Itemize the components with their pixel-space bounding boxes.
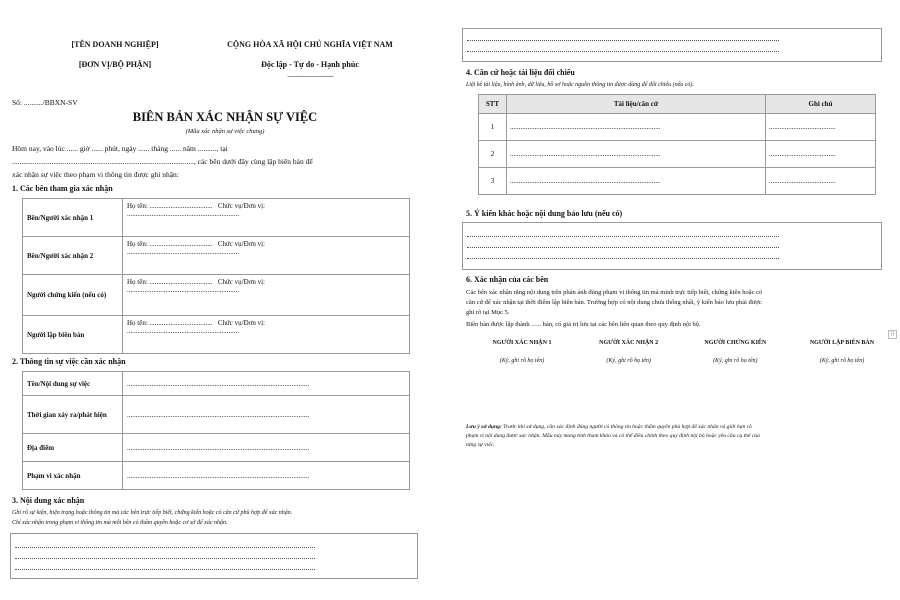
party-label: Người chứng kiến (nếu có)	[23, 275, 123, 316]
signer-title: NGƯỜI LẬP BIÊN BẢN	[809, 340, 875, 346]
col-header-note: Ghi chú	[766, 95, 876, 114]
confirmation-content-box[interactable]	[10, 533, 418, 579]
section-6-paragraph-3: ghi rõ tại Mục 5.	[466, 309, 510, 316]
reference-note-field[interactable]: ......................................	[766, 114, 876, 141]
signer-title: NGƯỜI XÁC NHẬN 1	[492, 340, 552, 346]
usage-note-line-1: Trước khi sử dụng, cần xác định đúng người có thông tin hoặc thẩm quyền phù hợp để xác nhận và giới hạn rõ	[501, 424, 752, 430]
party-name-field[interactable]: Họ tên: ....................................	[127, 202, 213, 210]
company-name: [TÊN DOANH NGHIỆP]	[71, 40, 159, 49]
signature-block	[579, 340, 679, 364]
reservation-opinion-box[interactable]	[462, 222, 882, 270]
signer-hint: (Ký, ghi rõ họ tên)	[499, 358, 545, 364]
info-value-field[interactable]: ........................................................................................................	[123, 462, 410, 490]
intro-line-1: Hôm nay, vào lúc ...... giờ ...... phút, ngày ...... tháng ...... năm .........., tại	[12, 144, 228, 153]
section-3-note-2: Chỉ xác nhận trong phạm vi thông tin mà mỗi bên có thẩm quyền hoặc cơ sở để xác nhận.	[12, 520, 228, 526]
page-right	[450, 0, 900, 600]
incident-info-table	[22, 371, 410, 490]
motto: Độc lập - Tự do - Hạnh phúc	[261, 60, 359, 69]
party-fields	[123, 237, 410, 275]
signer-hint: (Ký, ghi rõ họ tên)	[819, 358, 865, 364]
info-row	[23, 372, 410, 396]
party-role-field[interactable]: Chức vụ/Đơn vị:	[217, 278, 265, 286]
party-name-field[interactable]: Họ tên: ....................................	[127, 240, 213, 248]
signature-block	[685, 340, 785, 364]
document-title: BIÊN BẢN XÁC NHẬN SỰ VIỆC	[132, 110, 318, 124]
col-header-document: Tài liệu/căn cứ	[507, 95, 766, 114]
reference-document-field[interactable]: ......................................................................................	[507, 141, 766, 168]
section-6-paragraph-2: căn cứ để xác nhận tại thời điểm lập biên bản. Trường hợp có nội dung chưa thống nhất, ý kiến bảo lưu phải được	[466, 299, 762, 306]
intro-line-3: xác nhận sự việc theo phạm vi thông tin được ghi nhận:	[12, 170, 179, 179]
party-row	[23, 316, 410, 354]
info-label: Tên/Nội dung sự việc	[23, 372, 123, 396]
reference-row	[479, 141, 876, 168]
write-line	[467, 240, 779, 248]
signer-title: NGƯỜI CHỨNG KIẾN	[704, 340, 767, 346]
reference-stt: 3	[479, 168, 507, 195]
party-label: Người lập biên bản	[23, 316, 123, 354]
party-row	[23, 199, 410, 237]
party-extra-line[interactable]: ................................................................	[127, 210, 239, 218]
party-role-field[interactable]: Chức vụ/Đơn vị:	[217, 202, 265, 210]
write-line	[467, 229, 779, 237]
section-6-paragraph-1: Các bên xác nhận rằng nội dung trên phản ánh đúng phạm vi thông tin mà mình trực tiếp biết, chứng kiến hoặc có	[466, 289, 763, 296]
usage-note	[466, 423, 896, 450]
reference-note-field[interactable]: ......................................	[766, 168, 876, 195]
party-row	[23, 275, 410, 316]
signer-title: NGƯỜI XÁC NHẬN 2	[599, 340, 659, 346]
write-line	[467, 251, 779, 259]
nation-title: CỘNG HÒA XÃ HỘI CHỦ NGHĨA VIỆT NAM	[227, 40, 393, 49]
reference-document-field[interactable]: ......................................................................................	[507, 114, 766, 141]
write-line	[467, 33, 779, 41]
reference-stt: 1	[479, 114, 507, 141]
usage-note-label: Lưu ý sử dụng:	[466, 424, 502, 430]
section-5-heading: 5. Ý kiến khác hoặc nội dung bảo lưu (nếu có)	[466, 209, 623, 218]
section-6-paragraph-4: Biên bản được lập thành ...... bản, có giá trị lưu tại các bên liên quan theo quy định nội bộ.	[466, 321, 701, 328]
info-row	[23, 462, 410, 490]
party-extra-line[interactable]: ................................................................	[127, 286, 239, 294]
write-line	[467, 44, 779, 52]
signature-block	[472, 340, 572, 364]
reference-table	[478, 94, 876, 195]
info-label: Địa điểm	[23, 434, 123, 462]
reference-document-field[interactable]: ......................................................................................	[507, 168, 766, 195]
write-line	[15, 540, 315, 548]
info-value-field[interactable]: ........................................................................................................	[123, 396, 410, 434]
party-role-field[interactable]: Chức vụ/Đơn vị:	[217, 240, 265, 248]
department-name: [ĐƠN VỊ/BỘ PHẬN]	[78, 60, 152, 69]
reference-row	[479, 114, 876, 141]
party-fields	[123, 316, 410, 354]
motto-underline: _______________	[287, 69, 333, 78]
section-3-heading: 3. Nội dung xác nhận	[12, 496, 85, 505]
reference-note-field[interactable]: ......................................	[766, 141, 876, 168]
party-name-field[interactable]: Họ tên: ....................................	[127, 278, 213, 286]
info-label: Thời gian xảy ra/phát hiện	[23, 396, 123, 434]
section-6-heading: 6. Xác nhận của các bên	[466, 275, 549, 284]
col-header-stt: STT	[479, 95, 507, 114]
signature-block	[792, 340, 892, 364]
party-row	[23, 237, 410, 275]
section-4-heading: 4. Căn cứ hoặc tài liệu đối chiếu	[466, 68, 575, 77]
section-1-heading: 1. Các bên tham gia xác nhận	[12, 184, 113, 193]
info-value-field[interactable]: ........................................................................................................	[123, 434, 410, 462]
intro-line-2: ................................................................................................., các bên dưới đây cùng lập biên bản để	[12, 157, 313, 166]
party-role-field[interactable]: Chức vụ/Đơn vị:	[217, 319, 265, 327]
document-number: Số: ........../BBXN-SV	[12, 98, 78, 107]
info-row	[23, 396, 410, 434]
parties-table	[22, 198, 410, 354]
party-extra-line[interactable]: ................................................................	[127, 248, 239, 256]
info-label: Phạm vi xác nhận	[23, 462, 123, 490]
party-fields	[123, 275, 410, 316]
signer-hint: (Ký, ghi rõ họ tên)	[606, 358, 651, 364]
section-2-heading: 2. Thông tin sự việc cần xác nhận	[12, 357, 126, 366]
party-name-field[interactable]: Họ tên: ....................................	[127, 319, 213, 327]
document-subtitle: (Mẫu xác nhận sự việc chung)	[185, 128, 265, 135]
signature-row	[472, 340, 892, 364]
usage-note-line-2: phạm vi nội dung được xác nhận. Mẫu này mang tính tham khảo và có thể điều chỉnh theo quy định nội bộ hoặc yêu cầu cụ thể của	[466, 433, 760, 439]
reference-header-row	[479, 95, 876, 114]
signer-hint: (Ký, ghi rõ họ tên)	[713, 358, 758, 364]
info-value-field[interactable]: ........................................................................................................	[123, 372, 410, 396]
previous-section-box[interactable]	[462, 28, 882, 62]
party-extra-line[interactable]: ................................................................	[127, 327, 239, 335]
reference-row	[479, 168, 876, 195]
party-fields	[123, 199, 410, 237]
party-label: Bên/Người xác nhận 2	[23, 237, 123, 275]
usage-note-line-3: từng sự việc.	[466, 442, 495, 448]
write-line	[15, 562, 315, 570]
drag-handle-icon[interactable]: ⠿	[888, 330, 897, 339]
section-4-note: Liệt kê tài liệu, hình ảnh, dữ liệu, hồ sơ hoặc nguồn thông tin được dùng để đối chiếu (nếu có).	[466, 82, 694, 88]
write-line	[15, 551, 315, 559]
section-3-note-1: Ghi rõ sự kiện, hiện trạng hoặc thông tin mà các bên trực tiếp biết, chứng kiến hoặc có căn cứ phù hợp để xác nhận.	[12, 510, 293, 516]
reference-stt: 2	[479, 141, 507, 168]
party-label: Bên/Người xác nhận 1	[23, 199, 123, 237]
info-row	[23, 434, 410, 462]
